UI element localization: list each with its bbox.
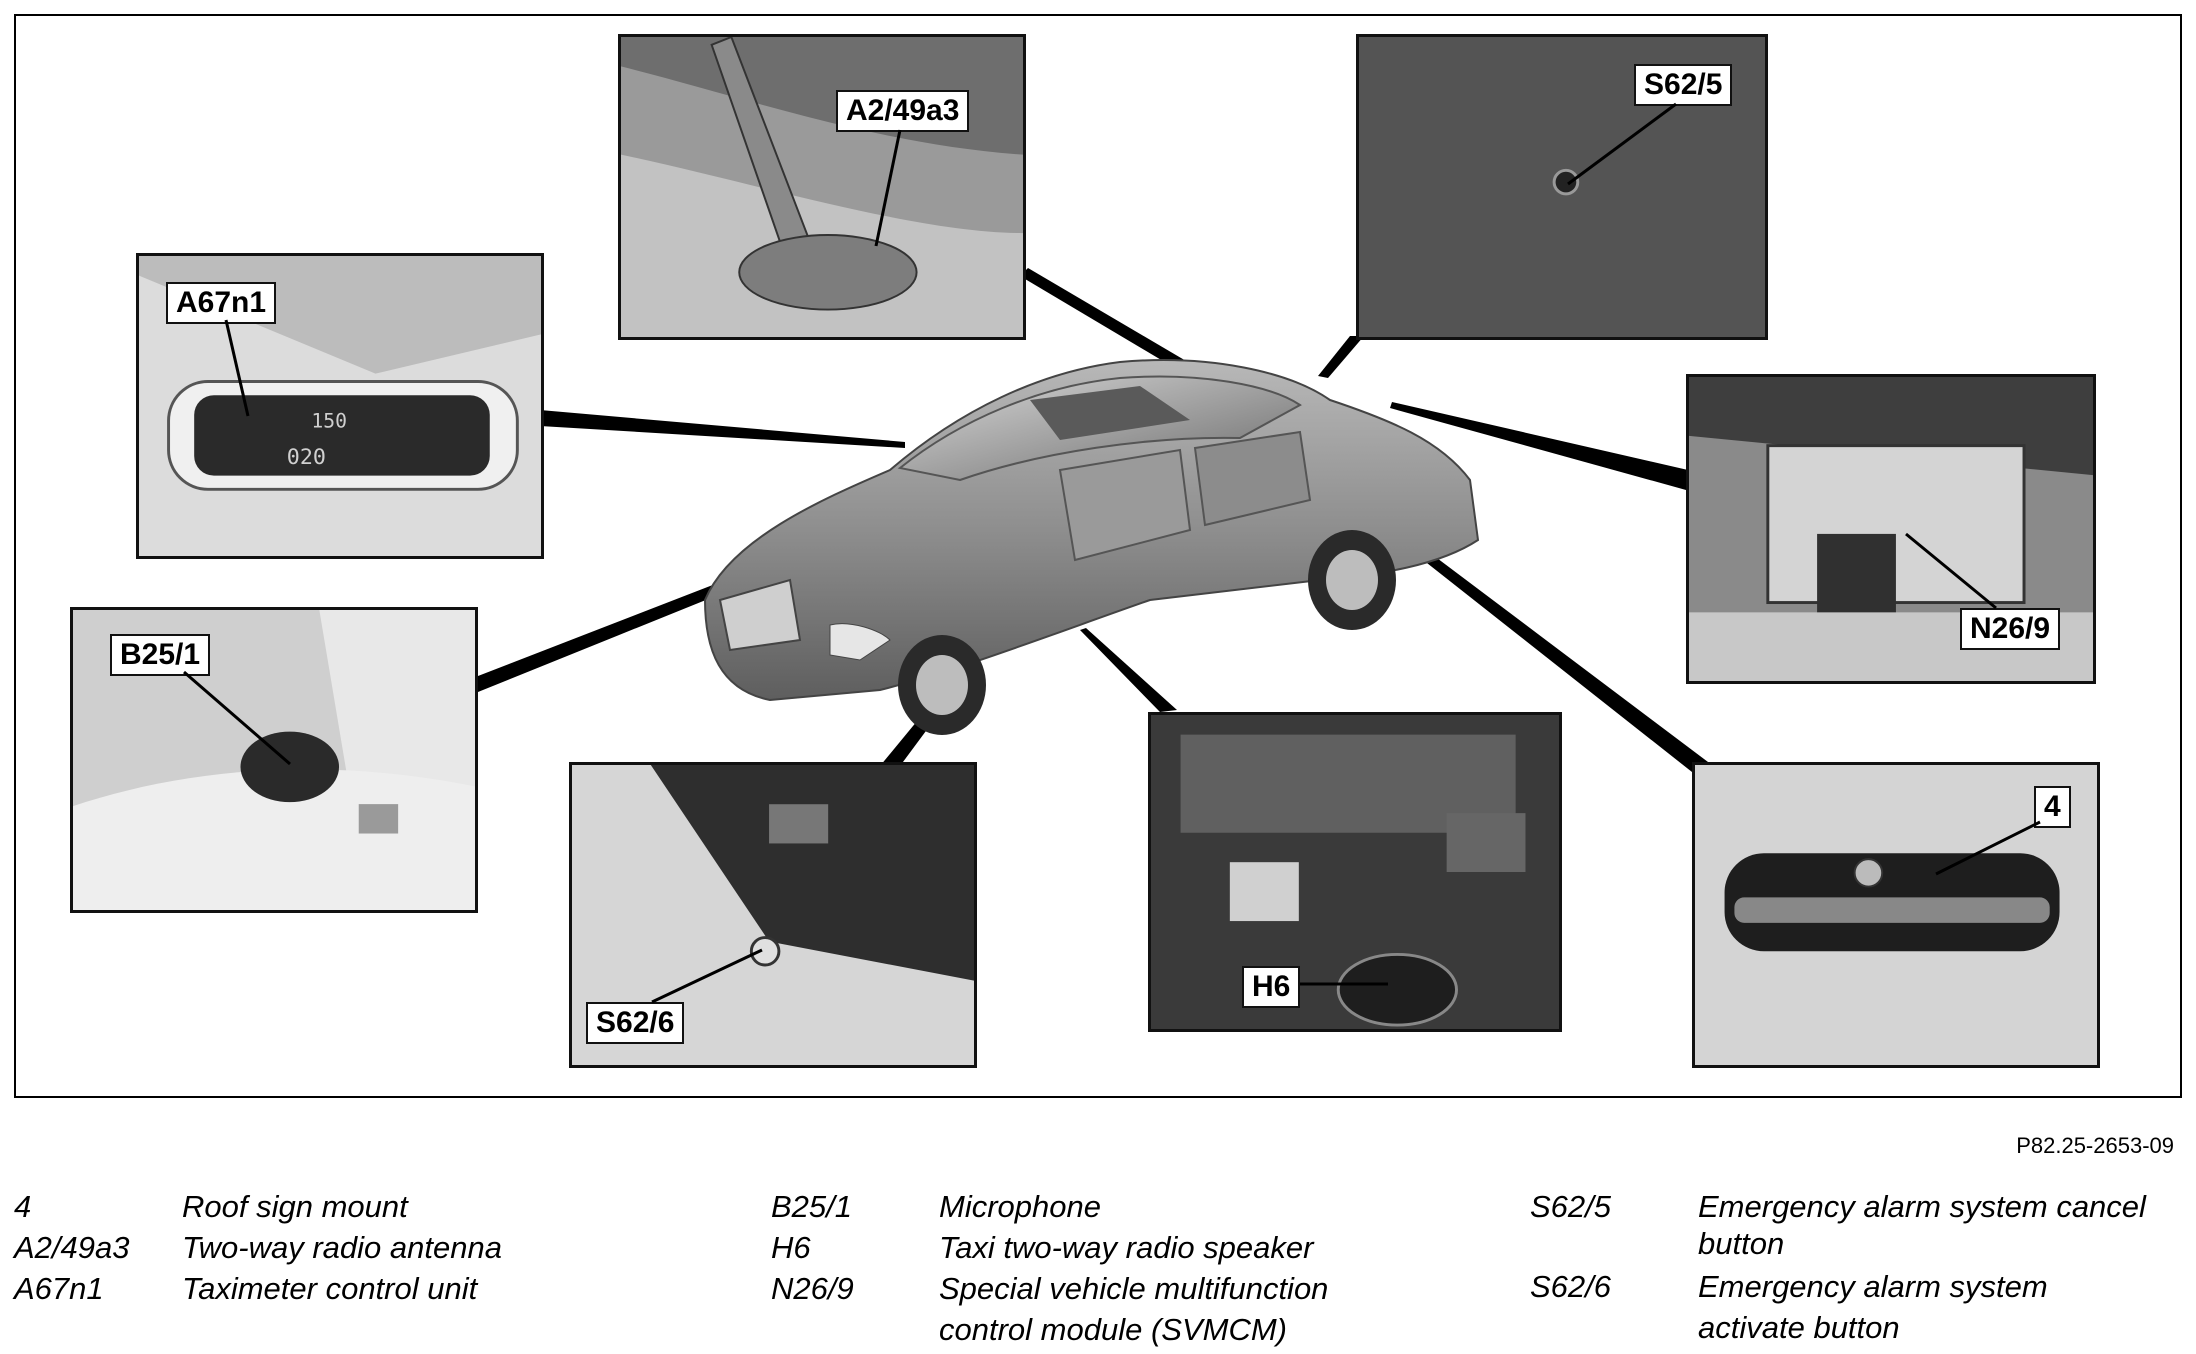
legend-row	[14, 1268, 502, 1309]
legend-row	[1530, 1307, 2146, 1348]
callout-four: 4	[2034, 786, 2071, 828]
legend-desc-cont: button	[1698, 1226, 1785, 1261]
legend-row	[1530, 1186, 2146, 1227]
callout-n26-9: N26/9	[1960, 608, 2060, 650]
mirror-display-bottom: 020	[286, 444, 326, 470]
leader-s62-6	[880, 624, 1003, 766]
legend-col-2	[771, 1186, 1328, 1350]
legend-code: 4	[14, 1189, 32, 1224]
leader-h6	[1080, 628, 1177, 712]
legend-row	[771, 1227, 1328, 1268]
legend-row	[771, 1268, 1328, 1309]
legend-desc: Emergency alarm system	[1698, 1269, 2048, 1304]
callout-a67n1: A67n1	[166, 282, 276, 324]
legend-desc: Taxi two-way radio speaker	[939, 1230, 1314, 1265]
callout-s62-6: S62/6	[586, 1002, 684, 1044]
legend-desc: Taximeter control unit	[182, 1271, 478, 1306]
callout-a2-49a3: A2/49a3	[836, 90, 969, 132]
legend-row	[1530, 1266, 2146, 1307]
legend-code: H6	[771, 1230, 811, 1265]
callout-s62-5: S62/5	[1634, 64, 1732, 106]
legend-row	[771, 1186, 1328, 1227]
legend-desc: Emergency alarm system cancel	[1698, 1189, 2146, 1224]
legend-desc: Special vehicle multifunction	[939, 1271, 1329, 1306]
legend-col-3	[1530, 1186, 2146, 1348]
legend-desc: Two-way radio antenna	[182, 1230, 502, 1265]
callout-h6: H6	[1242, 966, 1300, 1008]
legend-code: N26/9	[771, 1271, 854, 1306]
speaker-photo	[1148, 712, 1562, 1032]
legend-code: S62/5	[1530, 1189, 1612, 1224]
legend-row	[1530, 1223, 2146, 1264]
legend-desc: Microphone	[939, 1189, 1101, 1224]
leader-s62-5	[1318, 336, 1364, 378]
antenna-photo	[618, 34, 1026, 340]
legend-row	[771, 1309, 1328, 1350]
figure-reference: P82.25-2653-09	[2016, 1133, 2174, 1158]
leader-a2-49a3	[1020, 268, 1215, 386]
legend-code: A67n1	[14, 1271, 104, 1306]
mirror-display-top: 150	[311, 409, 347, 433]
leader-n26-9	[1390, 402, 1688, 490]
legend-row	[14, 1186, 502, 1227]
legend-col-1	[14, 1186, 502, 1309]
legend-code: S62/6	[1530, 1269, 1612, 1304]
legend-desc-cont: activate button	[1698, 1310, 1900, 1345]
legend-code: A2/49a3	[14, 1230, 130, 1265]
legend-desc-cont: control module (SVMCM)	[939, 1312, 1287, 1347]
legend-row	[14, 1227, 502, 1268]
leader-a67n1	[540, 410, 905, 448]
callout-b25-1: B25/1	[110, 634, 210, 676]
legend-desc: Roof sign mount	[182, 1189, 408, 1224]
legend-code: B25/1	[771, 1189, 853, 1224]
leader-b25-1	[478, 460, 1040, 692]
